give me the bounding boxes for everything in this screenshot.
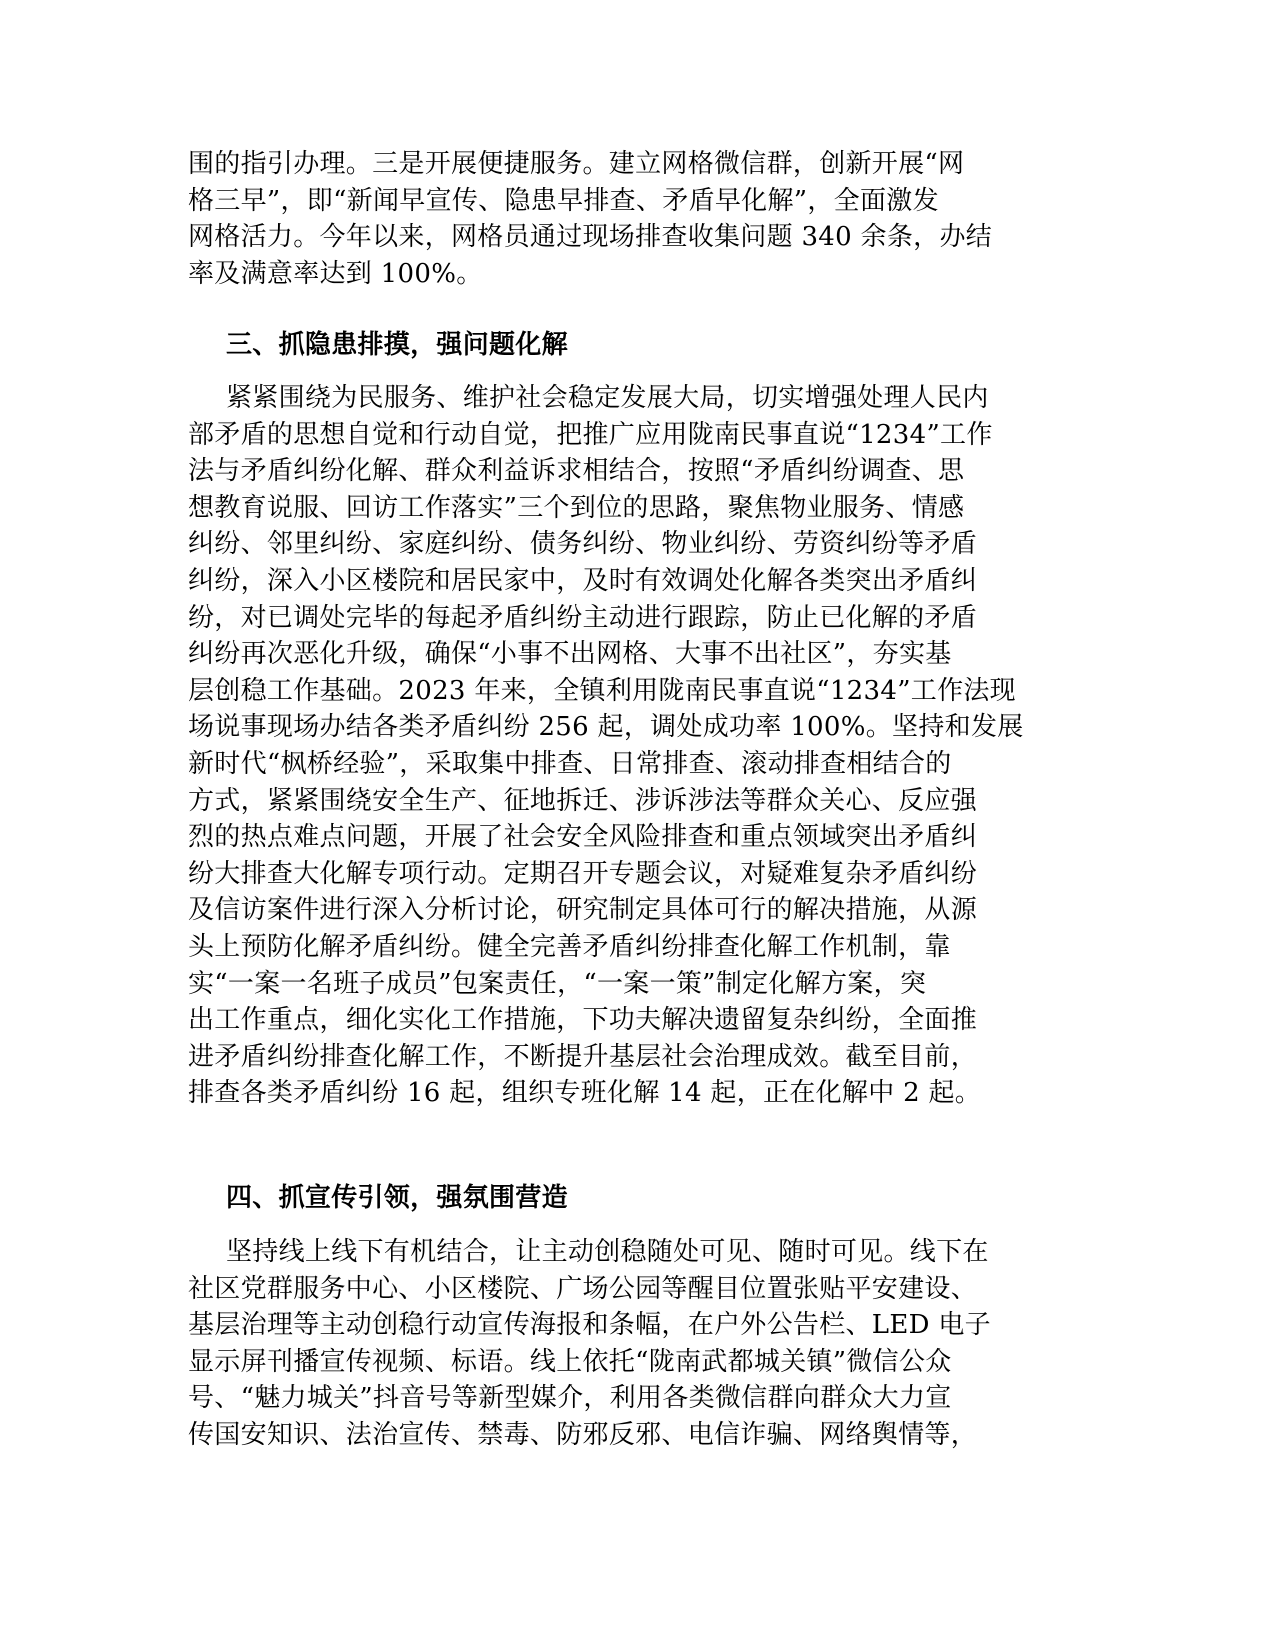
text-line: 进矛盾纠纷排查化解工作，不断提升基层社会治理成效。截至目前， bbox=[188, 1041, 978, 1072]
text-line: 想教育说服、回访工作落实”三个到位的思路，聚焦物业服务、情感 bbox=[188, 492, 965, 523]
text-line: 纷大排查大化解专项行动。定期召开专题会议，对疑难复杂矛盾纠纷 bbox=[188, 858, 978, 889]
section-3-heading bbox=[188, 327, 1088, 364]
text-line: 纠纷、邻里纠纷、家庭纠纷、债务纠纷、物业纠纷、劳资纠纷等矛盾 bbox=[188, 529, 978, 560]
text-line: 场说事现场办结各类矛盾纠纷 256 起，调处成功率 100%。坚持和发展 bbox=[188, 712, 1024, 743]
paragraph-continuation bbox=[188, 146, 1088, 292]
text-line: 传国安知识、法治宣传、禁毒、防邪反邪、电信诈骗、网络舆情等， bbox=[188, 1419, 978, 1450]
text-line: 实“一案一名班子成员”包案责任，“一案一策”制定化解方案，突 bbox=[188, 968, 927, 999]
text-line: 坚持线上线下有机结合，让主动创稳随处可见、随时可见。线下在 bbox=[226, 1237, 989, 1267]
section-4-heading bbox=[188, 1180, 1088, 1217]
text-line: 纷，对已调处完毕的每起矛盾纠纷主动进行跟踪，防止已化解的矛盾 bbox=[188, 602, 978, 633]
text-line: 格三早”，即“新闻早宣传、隐患早排查、矛盾早化解”，全面激发 bbox=[188, 185, 939, 216]
section-4-paragraph bbox=[188, 1234, 1088, 1454]
text-line: 及信访案件进行深入分析讨论，研究制定具体可行的解决措施，从源 bbox=[188, 895, 978, 926]
text-line: 新时代“枫桥经验”，采取集中排查、日常排查、滚动排查相结合的 bbox=[188, 748, 952, 779]
text-line: 显示屏刊播宣传视频、标语。线上依托“陇南武都城关镇”微信公众 bbox=[188, 1346, 952, 1377]
text-line: 社区党群服务中心、小区楼院、广场公园等醒目位置张贴平安建设、 bbox=[188, 1273, 978, 1304]
text-line: 出工作重点，细化实化工作措施，下功夫解决遗留复杂纠纷，全面推 bbox=[188, 1005, 978, 1036]
heading-text: 四、抓宣传引领，强氛围营造 bbox=[226, 1183, 568, 1213]
text-line: 网格活力。今年以来，网格员通过现场排查收集问题 340 余条，办结 bbox=[188, 222, 993, 253]
text-line: 法与矛盾纠纷化解、群众利益诉求相结合，按照“矛盾纠纷调查、思 bbox=[188, 456, 965, 487]
section-3-paragraph bbox=[188, 380, 1088, 1112]
text-line: 率及满意率达到 100%。 bbox=[188, 258, 483, 289]
text-line: 层创稳工作基础。2023 年来，全镇利用陇南民事直说“1234”工作法现 bbox=[188, 675, 1016, 706]
text-line: 紧紧围绕为民服务、维护社会稳定发展大局，切实增强处理人民内 bbox=[226, 383, 989, 413]
text-line: 纠纷再次恶化升级，确保“小事不出网格、大事不出社区”，夯实基 bbox=[188, 639, 952, 670]
heading-text: 三、抓隐患排摸，强问题化解 bbox=[226, 330, 568, 360]
text-line: 方式，紧紧围绕安全生产、征地拆迁、涉诉涉法等群众关心、反应强 bbox=[188, 785, 978, 816]
text-line: 部矛盾的思想自觉和行动自觉，把推广应用陇南民事直说“1234”工作 bbox=[188, 419, 993, 450]
text-line: 纠纷，深入小区楼院和居民家中，及时有效调处化解各类突出矛盾纠 bbox=[188, 565, 978, 596]
text-line: 烈的热点难点问题，开展了社会安全风险排查和重点领域突出矛盾纠 bbox=[188, 822, 978, 853]
text-line: 头上预防化解矛盾纠纷。健全完善矛盾纠纷排查化解工作机制，靠 bbox=[188, 931, 951, 962]
text-line: 基层治理等主动创稳行动宣传海报和条幅，在户外公告栏、LED 电子 bbox=[188, 1310, 991, 1341]
text-line: 排查各类矛盾纠纷 16 起，组织专班化解 14 起，正在化解中 2 起。 bbox=[188, 1078, 982, 1109]
text-line: 号、“魅力城关”抖音号等新型媒介，利用各类微信群向群众大力宣 bbox=[188, 1383, 952, 1414]
text-line: 围的指引办理。三是开展便捷服务。建立网格微信群，创新开展“网 bbox=[188, 149, 965, 179]
